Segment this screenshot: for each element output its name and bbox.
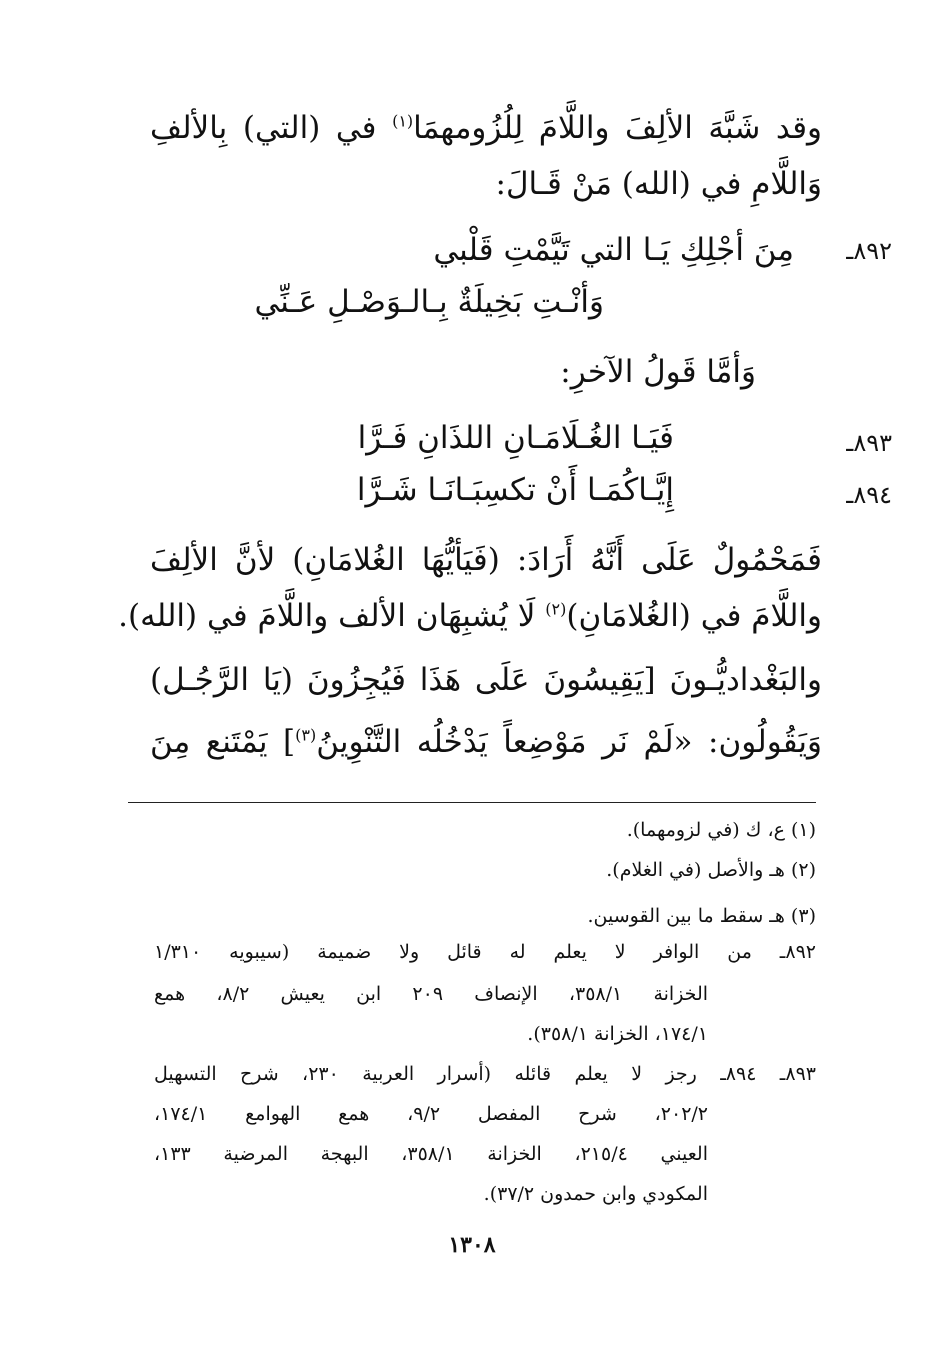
verse-number-893: ٨٩٣ـ <box>846 429 892 457</box>
footnote-marker-1: (١) <box>392 111 414 131</box>
reference-893-line-3: العيني ٢١٥/٤، الخزانة ٣٥٨/١، البهجة المرضية ١٣٣، <box>154 1143 708 1165</box>
verse-number-892: ٨٩٢ـ <box>846 237 892 265</box>
body-text: ] يَمْتَنع مِنَ <box>150 724 296 760</box>
verse-893: فَيَـا الغُـلَامَـانِ اللذَانِ فَـرَّا <box>357 420 674 456</box>
body-text: وَيَقُولُون: «لَمْ نَر مَوْضِعاً يَدْخُلُه التَّنْوِينُ <box>316 724 823 760</box>
reference-893-line-1: ٨٩٣ـ ٨٩٤ـ رجز لا يعلم قائله (أسرار العربية ٢٣٠، شرح التسهيل <box>154 1063 816 1085</box>
reference-892-line-2: الخزانة ٣٥٨/١، الإنصاف ٢٠٩ ابن يعيش ٨/٢، همع <box>154 983 709 1005</box>
footnote-separator <box>128 802 816 803</box>
footnote-3: (٣) هـ سقط ما بين القوسين. <box>587 905 816 927</box>
footnote-marker-2: (٢) <box>545 599 567 619</box>
body-line-6: والبَغْداديُّـونَ [يَقِيسُونَ عَلَى هَذَا فَيُجِزُونَ (يَا الرَّجُـل) <box>150 662 822 698</box>
verse-number-894: ٨٩٤ـ <box>846 481 892 509</box>
page-number: ١٣٠٨ <box>448 1232 496 1258</box>
reference-893-line-4: المكودي وابن حمدون ٣٧/٢). <box>483 1183 708 1205</box>
footnote-marker-3: (٣) <box>295 725 317 745</box>
verse-892-second-hemistich: وَأنْـتِ بَخِيلَةٌ بِـالـوَصْـلِ عَـنِّي <box>254 284 604 320</box>
body-line-7 <box>150 722 822 762</box>
verse-892-first-hemistich: مِنَ أجْلِكِ يَـا التي تَيَّمْتِ قَلْبي <box>433 232 794 268</box>
body-line-1 <box>150 108 822 148</box>
footnote-2: (٢) هـ والأصل (في الغلام). <box>606 859 816 881</box>
body-text: وقد شَبَّهَ الألِفَ واللَّامَ لِلُزُومهمَا <box>413 110 822 146</box>
body-line-3: وَأمَّا قَولُ الآخرِ: <box>560 354 756 390</box>
body-text: في (التي) بِالألفِ <box>150 110 393 146</box>
body-line-5 <box>118 596 822 636</box>
body-text: لَا يُشبِهَان الألف واللَّامَ في (الله). <box>118 598 546 634</box>
reference-893-line-2: ٢٠٢/٢، شرح المفصل ٩/٢، همع الهوامع ١٧٤/١، <box>154 1103 709 1125</box>
reference-892-line-3: ١٧٤/١، الخزانة ٣٥٨/١). <box>527 1023 708 1045</box>
body-line-4: فَمَحْمُولٌ عَلَى أَنَّهُ أَرَادَ: (فَيَأيُّهَا الغُلامَانِ) لأنَّ الألِفَ <box>150 542 822 578</box>
footnote-1: (١) ع، ك (في لزومهما). <box>626 819 816 841</box>
body-line-2: وَاللَّامِ في (الله) مَنْ قَـالَ: <box>495 166 822 202</box>
body-text: واللَّامَ في (الغُلامَانِ) <box>566 598 822 634</box>
reference-892-line-1: ٨٩٢ـ من الوافر لا يعلم له قائل ولا ضميمة (سيبويه ١/٣١٠ <box>154 941 816 963</box>
verse-894: إِيَّـاكُمَـا أَنْ تكسِبَـانَـا شَـرَّا <box>356 472 674 508</box>
